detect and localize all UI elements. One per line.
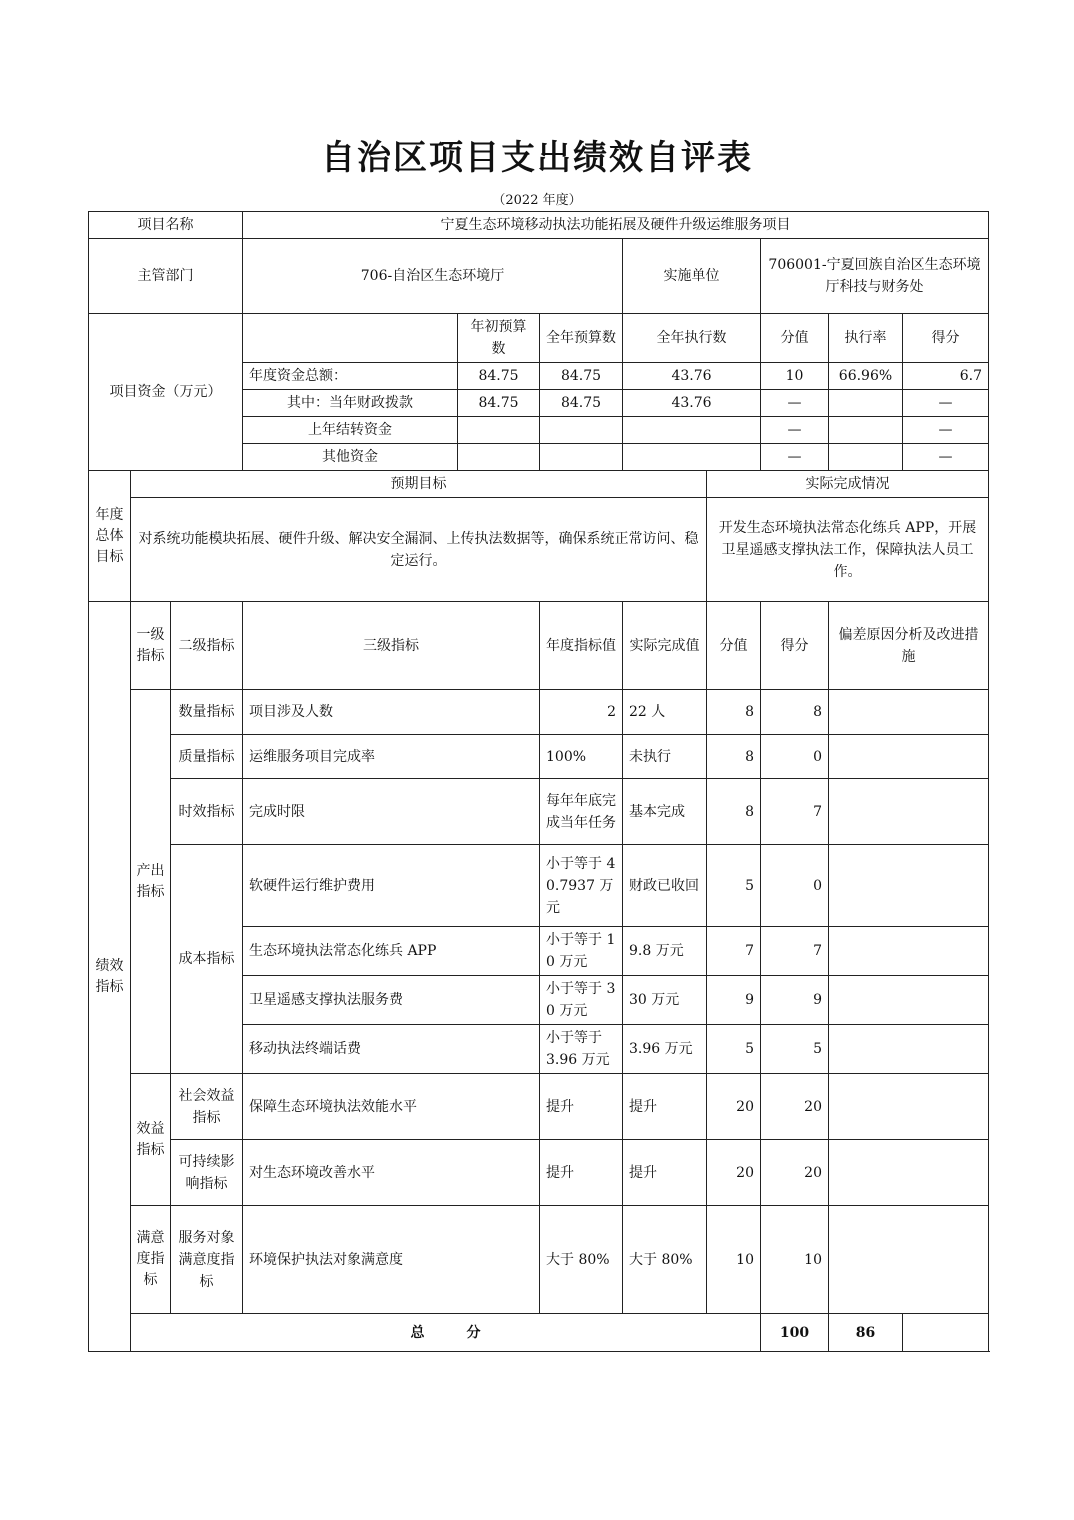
level2-cell: 时效指标 (171, 779, 243, 845)
funds-executed (623, 444, 761, 471)
funds-row-label: 年度资金总额： (243, 363, 458, 390)
funds-header: 分值 (761, 314, 829, 363)
dept-label: 主管部门 (89, 239, 243, 314)
satisfaction-group-label: 满意度指标 (131, 1206, 171, 1314)
actual-cell: 22 人 (623, 690, 707, 735)
funds-header: 年初预算数 (458, 314, 540, 363)
analysis-cell (829, 779, 989, 845)
level2-cell: 可持续影响指标 (171, 1140, 243, 1206)
level3-header: 三级指标 (243, 602, 540, 690)
funds-row-label: 其他资金 (243, 444, 458, 471)
level2-cell: 数量指标 (171, 690, 243, 735)
level3-cell: 运维服务项目完成率 (243, 735, 540, 779)
score-cell: 20 (761, 1074, 829, 1140)
level3-cell: 对生态环境改善水平 (243, 1140, 540, 1206)
score-cell: 10 (761, 1206, 829, 1314)
level3-cell: 软硬件运行维护费用 (243, 845, 540, 927)
actual-header: 实际完成值 (623, 602, 707, 690)
level3-cell: 生态环境执法常态化练兵 APP (243, 927, 540, 976)
level3-cell: 项目涉及人数 (243, 690, 540, 735)
target-cell: 小于等于 40.7937 万元 (540, 845, 623, 927)
funds-score: — (903, 417, 989, 444)
actual-cell: 30 万元 (623, 976, 707, 1025)
target-cell: 小于等于 3.96 万元 (540, 1025, 623, 1074)
funds-header: 全年执行数 (623, 314, 761, 363)
funds-initial (458, 444, 540, 471)
total-weight: 100 (761, 1314, 829, 1352)
level2-cell: 质量指标 (171, 735, 243, 779)
level3-cell: 卫星遥感支撑执法服务费 (243, 976, 540, 1025)
level3-cell: 完成时限 (243, 779, 540, 845)
funds-annual (540, 444, 623, 471)
analysis-cell (829, 690, 989, 735)
funds-header-blank (243, 314, 458, 363)
score-cell: 8 (761, 690, 829, 735)
target-header: 年度指标值 (540, 602, 623, 690)
funds-header: 执行率 (829, 314, 903, 363)
weight-cell: 10 (707, 1206, 761, 1314)
funds-executed (623, 417, 761, 444)
target-cell: 100% (540, 735, 623, 779)
analysis-cell (829, 1140, 989, 1206)
total-score: 86 (829, 1314, 903, 1352)
actual-goal-header: 实际完成情况 (707, 471, 989, 498)
level2-header: 二级指标 (171, 602, 243, 690)
page-subtitle: （2022 年度） (492, 193, 582, 208)
actual-cell: 基本完成 (623, 779, 707, 845)
level3-cell: 移动执法终端话费 (243, 1025, 540, 1074)
score-cell: 7 (761, 779, 829, 845)
actual-cell: 9.8 万元 (623, 927, 707, 976)
funds-score: — (903, 390, 989, 417)
evaluation-table (88, 211, 989, 1352)
funds-executed: 43.76 (623, 363, 761, 390)
actual-cell: 提升 (623, 1140, 707, 1206)
funds-header: 全年预算数 (540, 314, 623, 363)
total-analysis (903, 1314, 989, 1352)
level3-cell: 环境保护执法对象满意度 (243, 1206, 540, 1314)
funds-weight: 10 (761, 363, 829, 390)
score-cell: 0 (761, 735, 829, 779)
goals-label: 年度总体目标 (89, 471, 131, 602)
target-cell: 每年年底完成当年任务 (540, 779, 623, 845)
weight-cell: 5 (707, 845, 761, 927)
actual-cell: 未执行 (623, 735, 707, 779)
impl-label: 实施单位 (623, 239, 761, 314)
funds-executed: 43.76 (623, 390, 761, 417)
funds-rate (829, 444, 903, 471)
funds-initial: 84.75 (458, 363, 540, 390)
actual-cell: 3.96 万元 (623, 1025, 707, 1074)
funds-weight: — (761, 417, 829, 444)
funds-rate: 66.96% (829, 363, 903, 390)
funds-initial (458, 417, 540, 444)
funds-annual: 84.75 (540, 390, 623, 417)
target-cell: 提升 (540, 1074, 623, 1140)
project-name-label: 项目名称 (89, 212, 243, 239)
analysis-cell (829, 735, 989, 779)
score-cell: 0 (761, 845, 829, 927)
expected-goal-header: 预期目标 (131, 471, 707, 498)
level2-cell: 服务对象满意度指标 (171, 1206, 243, 1314)
funds-score: 6.7 (903, 363, 989, 390)
score-cell: 9 (761, 976, 829, 1025)
target-cell: 小于等于 30 万元 (540, 976, 623, 1025)
funds-rate (829, 390, 903, 417)
level3-cell: 保障生态环境执法效能水平 (243, 1074, 540, 1140)
project-name-value: 宁夏生态环境移动执法功能拓展及硬件升级运维服务项目 (243, 212, 989, 239)
score-cell: 5 (761, 1025, 829, 1074)
weight-cell: 8 (707, 690, 761, 735)
weight-cell: 9 (707, 976, 761, 1025)
funds-label: 项目资金（万元） (89, 314, 243, 471)
actual-goal-text: 开发生态环境执法常态化练兵 APP，开展卫星遥感支撑执法工作，保障执法人员工作。 (707, 498, 989, 602)
target-cell: 大于 80% (540, 1206, 623, 1314)
funds-score: — (903, 444, 989, 471)
analysis-cell (829, 1025, 989, 1074)
impl-value: 706001-宁夏回族自治区生态环境厅科技与财务处 (761, 239, 989, 314)
indicators-label: 绩效指标 (89, 602, 131, 1352)
funds-row-label: 其中：当年财政拨款 (243, 390, 458, 417)
target-cell: 2 (540, 690, 623, 735)
weight-cell: 7 (707, 927, 761, 976)
weight-cell: 5 (707, 1025, 761, 1074)
analysis-cell (829, 1074, 989, 1140)
target-cell: 小于等于 10 万元 (540, 927, 623, 976)
target-cell: 提升 (540, 1140, 623, 1206)
level1-header: 一级指标 (131, 602, 171, 690)
funds-header: 得分 (903, 314, 989, 363)
analysis-cell (829, 845, 989, 927)
actual-cell: 大于 80% (623, 1206, 707, 1314)
funds-initial: 84.75 (458, 390, 540, 417)
actual-cell: 财政已收回 (623, 845, 707, 927)
funds-annual: 84.75 (540, 363, 623, 390)
analysis-header: 偏差原因分析及改进措施 (829, 602, 989, 690)
funds-rate (829, 417, 903, 444)
page-title: 自治区项目支出绩效自评表 (321, 138, 753, 178)
weight-cell: 20 (707, 1074, 761, 1140)
level2-cell: 成本指标 (171, 845, 243, 1074)
score-cell: 20 (761, 1140, 829, 1206)
weight-cell: 20 (707, 1140, 761, 1206)
score-cell: 7 (761, 927, 829, 976)
total-label: 总 分 (131, 1314, 761, 1352)
weight-cell: 8 (707, 779, 761, 845)
expected-goal-text: 对系统功能模块拓展、硬件升级、解决安全漏洞、上传执法数据等，确保系统正常访问、稳定运行。 (131, 498, 707, 602)
dept-value: 706-自治区生态环境厅 (243, 239, 623, 314)
level2-cell: 社会效益指标 (171, 1074, 243, 1140)
benefit-group-label: 效益指标 (131, 1074, 171, 1206)
weight-header: 分值 (707, 602, 761, 690)
output-group-label: 产出指标 (131, 690, 171, 1074)
weight-cell: 8 (707, 735, 761, 779)
analysis-cell (829, 1206, 989, 1314)
funds-annual (540, 417, 623, 444)
funds-row-label: 上年结转资金 (243, 417, 458, 444)
actual-cell: 提升 (623, 1074, 707, 1140)
analysis-cell (829, 927, 989, 976)
funds-weight: — (761, 390, 829, 417)
score-header: 得分 (761, 602, 829, 690)
analysis-cell (829, 976, 989, 1025)
funds-weight: — (761, 444, 829, 471)
